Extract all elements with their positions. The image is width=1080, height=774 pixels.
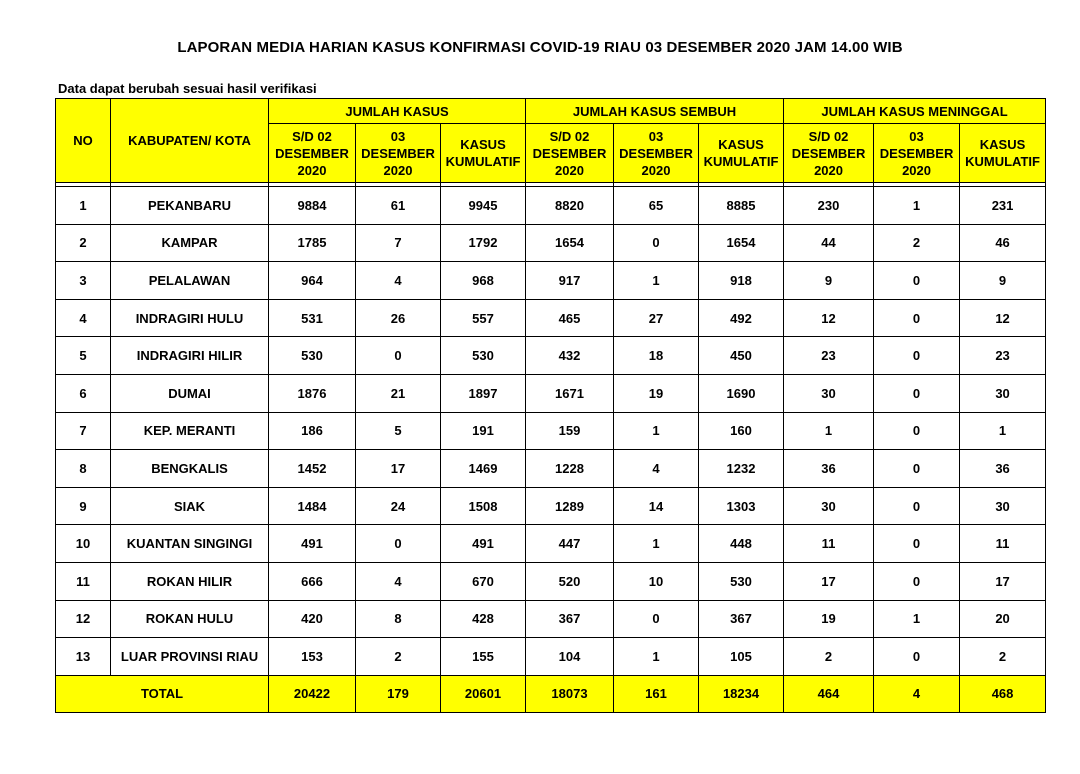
value-cell: 4 (356, 562, 441, 600)
value-cell: 1 (614, 638, 699, 676)
value-cell: 17 (784, 562, 874, 600)
value-cell: 17 (960, 562, 1046, 600)
row-number-cell: 12 (56, 600, 111, 638)
value-cell: 19 (784, 600, 874, 638)
header-group-kasus-sembuh: JUMLAH KASUS SEMBUH (526, 99, 784, 124)
value-cell: 0 (874, 299, 960, 337)
value-cell: 0 (874, 412, 960, 450)
value-cell: 1452 (269, 450, 356, 488)
header-sub: KASUS KUMULATIF (960, 124, 1046, 183)
value-cell: 159 (526, 412, 614, 450)
value-cell: 0 (614, 600, 699, 638)
value-cell: 9 (784, 262, 874, 300)
header-sub: 03 DESEMBER 2020 (356, 124, 441, 183)
value-cell: 61 (356, 187, 441, 225)
region-name-cell: ROKAN HULU (111, 600, 269, 638)
value-cell: 36 (960, 450, 1046, 488)
value-cell: 12 (960, 299, 1046, 337)
table-row (56, 525, 1046, 563)
total-label: TOTAL (56, 675, 269, 712)
value-cell: 530 (699, 562, 784, 600)
value-cell: 491 (269, 525, 356, 563)
table-row (56, 187, 1046, 225)
value-cell: 155 (441, 638, 526, 676)
table-row (56, 487, 1046, 525)
total-cell: 161 (614, 675, 699, 712)
row-number-cell: 7 (56, 412, 111, 450)
value-cell: 18 (614, 337, 699, 375)
table-row (56, 638, 1046, 676)
value-cell: 8885 (699, 187, 784, 225)
value-cell: 1654 (699, 224, 784, 262)
value-cell: 12 (784, 299, 874, 337)
value-cell: 17 (356, 450, 441, 488)
value-cell: 9 (960, 262, 1046, 300)
value-cell: 2 (874, 224, 960, 262)
value-cell: 1 (614, 412, 699, 450)
header-sub: KASUS KUMULATIF (441, 124, 526, 183)
row-number-cell: 11 (56, 562, 111, 600)
value-cell: 1690 (699, 374, 784, 412)
value-cell: 1654 (526, 224, 614, 262)
row-number-cell: 13 (56, 638, 111, 676)
total-cell: 464 (784, 675, 874, 712)
region-name-cell: LUAR PROVINSI RIAU (111, 638, 269, 676)
region-name-cell: PEKANBARU (111, 187, 269, 225)
value-cell: 520 (526, 562, 614, 600)
row-number-cell: 1 (56, 187, 111, 225)
value-cell: 1 (874, 600, 960, 638)
value-cell: 670 (441, 562, 526, 600)
value-cell: 432 (526, 337, 614, 375)
table-row (56, 337, 1046, 375)
value-cell: 968 (441, 262, 526, 300)
value-cell: 9884 (269, 187, 356, 225)
value-cell: 23 (784, 337, 874, 375)
value-cell: 26 (356, 299, 441, 337)
row-number-cell: 5 (56, 337, 111, 375)
value-cell: 1876 (269, 374, 356, 412)
value-cell: 465 (526, 299, 614, 337)
header-kabupaten: KABUPATEN/ KOTA (111, 99, 269, 183)
value-cell: 46 (960, 224, 1046, 262)
value-cell: 2 (784, 638, 874, 676)
header-sub: 03 DESEMBER 2020 (874, 124, 960, 183)
value-cell: 2 (960, 638, 1046, 676)
total-cell: 20601 (441, 675, 526, 712)
value-cell: 7 (356, 224, 441, 262)
value-cell: 666 (269, 562, 356, 600)
value-cell: 20 (960, 600, 1046, 638)
value-cell: 36 (784, 450, 874, 488)
total-row (56, 675, 1046, 712)
value-cell: 0 (614, 224, 699, 262)
value-cell: 0 (356, 525, 441, 563)
row-number-cell: 2 (56, 224, 111, 262)
value-cell: 450 (699, 337, 784, 375)
value-cell: 5 (356, 412, 441, 450)
total-cell: 179 (356, 675, 441, 712)
row-number-cell: 8 (56, 450, 111, 488)
value-cell: 191 (441, 412, 526, 450)
value-cell: 1792 (441, 224, 526, 262)
value-cell: 14 (614, 487, 699, 525)
value-cell: 531 (269, 299, 356, 337)
region-name-cell: KAMPAR (111, 224, 269, 262)
value-cell: 557 (441, 299, 526, 337)
value-cell: 30 (784, 487, 874, 525)
table-row (56, 262, 1046, 300)
region-name-cell: DUMAI (111, 374, 269, 412)
value-cell: 448 (699, 525, 784, 563)
value-cell: 9945 (441, 187, 526, 225)
header-group-jumlah-kasus: JUMLAH KASUS (269, 99, 526, 124)
table-row (56, 562, 1046, 600)
total-cell: 20422 (269, 675, 356, 712)
table-row (56, 412, 1046, 450)
table-row (56, 450, 1046, 488)
value-cell: 10 (614, 562, 699, 600)
value-cell: 11 (960, 525, 1046, 563)
value-cell: 1785 (269, 224, 356, 262)
row-number-cell: 4 (56, 299, 111, 337)
value-cell: 1289 (526, 487, 614, 525)
header-sub: S/D 02 DESEMBER 2020 (784, 124, 874, 183)
table-row (56, 224, 1046, 262)
value-cell: 0 (874, 487, 960, 525)
value-cell: 4 (356, 262, 441, 300)
value-cell: 44 (784, 224, 874, 262)
value-cell: 0 (874, 562, 960, 600)
value-cell: 30 (960, 374, 1046, 412)
value-cell: 1508 (441, 487, 526, 525)
total-cell: 18073 (526, 675, 614, 712)
value-cell: 2 (356, 638, 441, 676)
header-no: NO (56, 99, 111, 183)
region-name-cell: ROKAN HILIR (111, 562, 269, 600)
value-cell: 1 (784, 412, 874, 450)
total-cell: 468 (960, 675, 1046, 712)
value-cell: 230 (784, 187, 874, 225)
value-cell: 24 (356, 487, 441, 525)
table-row (56, 299, 1046, 337)
value-cell: 530 (441, 337, 526, 375)
value-cell: 420 (269, 600, 356, 638)
verification-note: Data dapat berubah sesuai hasil verifikasi (58, 81, 317, 96)
covid-report-table (55, 98, 1046, 713)
value-cell: 21 (356, 374, 441, 412)
value-cell: 1484 (269, 487, 356, 525)
header-sub: S/D 02 DESEMBER 2020 (526, 124, 614, 183)
row-number-cell: 6 (56, 374, 111, 412)
value-cell: 186 (269, 412, 356, 450)
table-row (56, 600, 1046, 638)
value-cell: 23 (960, 337, 1046, 375)
value-cell: 0 (874, 337, 960, 375)
row-number-cell: 10 (56, 525, 111, 563)
value-cell: 918 (699, 262, 784, 300)
value-cell: 11 (784, 525, 874, 563)
value-cell: 491 (441, 525, 526, 563)
value-cell: 964 (269, 262, 356, 300)
value-cell: 492 (699, 299, 784, 337)
value-cell: 367 (699, 600, 784, 638)
value-cell: 1 (960, 412, 1046, 450)
value-cell: 19 (614, 374, 699, 412)
total-cell: 4 (874, 675, 960, 712)
region-name-cell: INDRAGIRI HILIR (111, 337, 269, 375)
value-cell: 8820 (526, 187, 614, 225)
total-cell: 18234 (699, 675, 784, 712)
region-name-cell: SIAK (111, 487, 269, 525)
value-cell: 917 (526, 262, 614, 300)
value-cell: 105 (699, 638, 784, 676)
value-cell: 1232 (699, 450, 784, 488)
row-number-cell: 9 (56, 487, 111, 525)
value-cell: 0 (874, 374, 960, 412)
value-cell: 1897 (441, 374, 526, 412)
value-cell: 447 (526, 525, 614, 563)
value-cell: 0 (874, 450, 960, 488)
value-cell: 231 (960, 187, 1046, 225)
value-cell: 1 (874, 187, 960, 225)
value-cell: 0 (874, 638, 960, 676)
value-cell: 1303 (699, 487, 784, 525)
value-cell: 367 (526, 600, 614, 638)
value-cell: 428 (441, 600, 526, 638)
value-cell: 1671 (526, 374, 614, 412)
table-row (56, 374, 1046, 412)
value-cell: 65 (614, 187, 699, 225)
row-number-cell: 3 (56, 262, 111, 300)
value-cell: 8 (356, 600, 441, 638)
value-cell: 0 (356, 337, 441, 375)
value-cell: 104 (526, 638, 614, 676)
region-name-cell: INDRAGIRI HULU (111, 299, 269, 337)
header-sub: 03 DESEMBER 2020 (614, 124, 699, 183)
header-group-kasus-meninggal: JUMLAH KASUS MENINGGAL (784, 99, 1046, 124)
value-cell: 153 (269, 638, 356, 676)
value-cell: 1 (614, 262, 699, 300)
value-cell: 27 (614, 299, 699, 337)
region-name-cell: PELALAWAN (111, 262, 269, 300)
page-title: LAPORAN MEDIA HARIAN KASUS KONFIRMASI COVID-19 RIAU 03 DESEMBER 2020 JAM 14.00 WIB (177, 39, 903, 56)
value-cell: 0 (874, 525, 960, 563)
header-sub: KASUS KUMULATIF (699, 124, 784, 183)
value-cell: 1469 (441, 450, 526, 488)
value-cell: 1 (614, 525, 699, 563)
value-cell: 4 (614, 450, 699, 488)
value-cell: 530 (269, 337, 356, 375)
value-cell: 30 (784, 374, 874, 412)
region-name-cell: KEP. MERANTI (111, 412, 269, 450)
value-cell: 160 (699, 412, 784, 450)
value-cell: 30 (960, 487, 1046, 525)
value-cell: 0 (874, 262, 960, 300)
value-cell: 1228 (526, 450, 614, 488)
header-sub: S/D 02 DESEMBER 2020 (269, 124, 356, 183)
region-name-cell: KUANTAN SINGINGI (111, 525, 269, 563)
region-name-cell: BENGKALIS (111, 450, 269, 488)
